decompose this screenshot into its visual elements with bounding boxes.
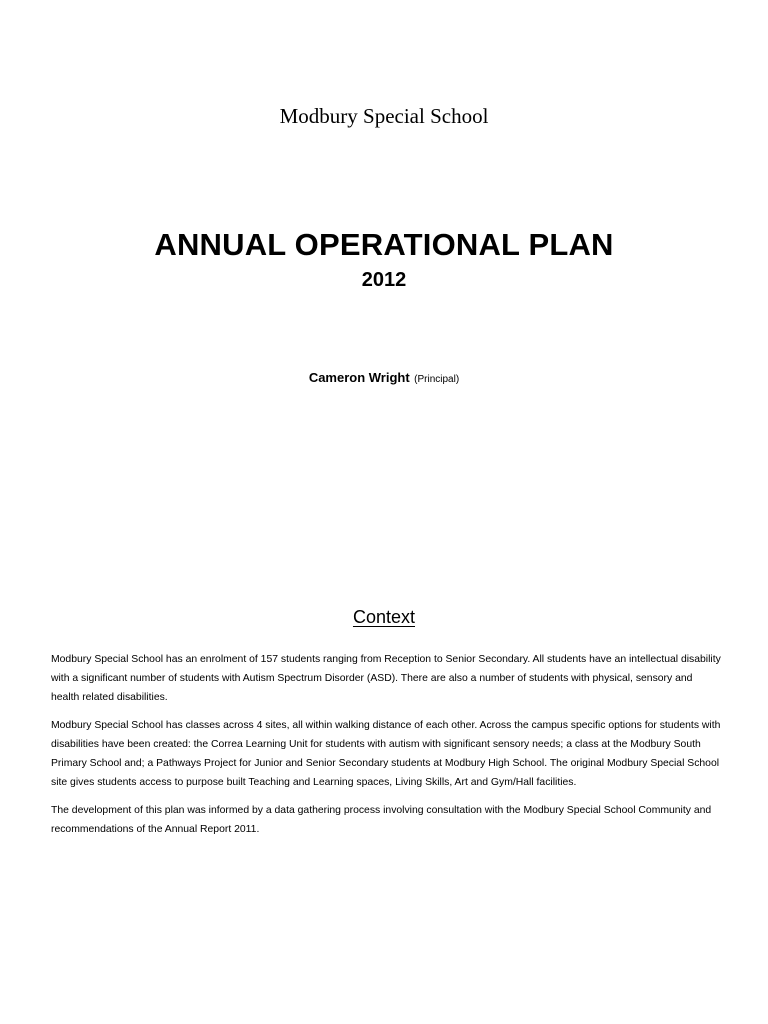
document-title: ANNUAL OPERATIONAL PLAN <box>154 227 614 262</box>
author-name: Cameron Wright <box>308 370 410 385</box>
author-role: (Principal) <box>414 374 460 385</box>
context-paragraph: Modbury Special School has an enrolment of 157 students ranging from Reception to Senior Secondary. All students have an intellectual disability with a significant number of students with Autism Spectrum Disorder (ASD). There are also a number of students with physical, sensory and health related disabilities. <box>51 654 721 703</box>
author-line <box>0 369 768 387</box>
context-body <box>51 650 723 848</box>
context-heading: Context <box>352 607 416 627</box>
school-name: Modbury Special School <box>279 104 489 128</box>
context-paragraph: The development of this plan was informed by a data gathering process involving consultation with the Modbury Special School Community and recommendations of the Annual Report 2011. <box>51 805 712 835</box>
document-year: 2012 <box>361 269 407 291</box>
context-paragraph: Modbury Special School has classes across 4 sites, all within walking distance of each other. Across the campus specific options for students with disabilities have been created: the Correa Learning Unit for students with autism with significant sensory needs; a class at the Modbury South Primary School and; a Pathways Project for Junior and Senior Secondary students at Modbury High School. The original Modbury Special School site gives students access to purpose built Teaching and Learning spaces, Living Skills, Art and Gym/Hall facilities. <box>51 720 721 788</box>
